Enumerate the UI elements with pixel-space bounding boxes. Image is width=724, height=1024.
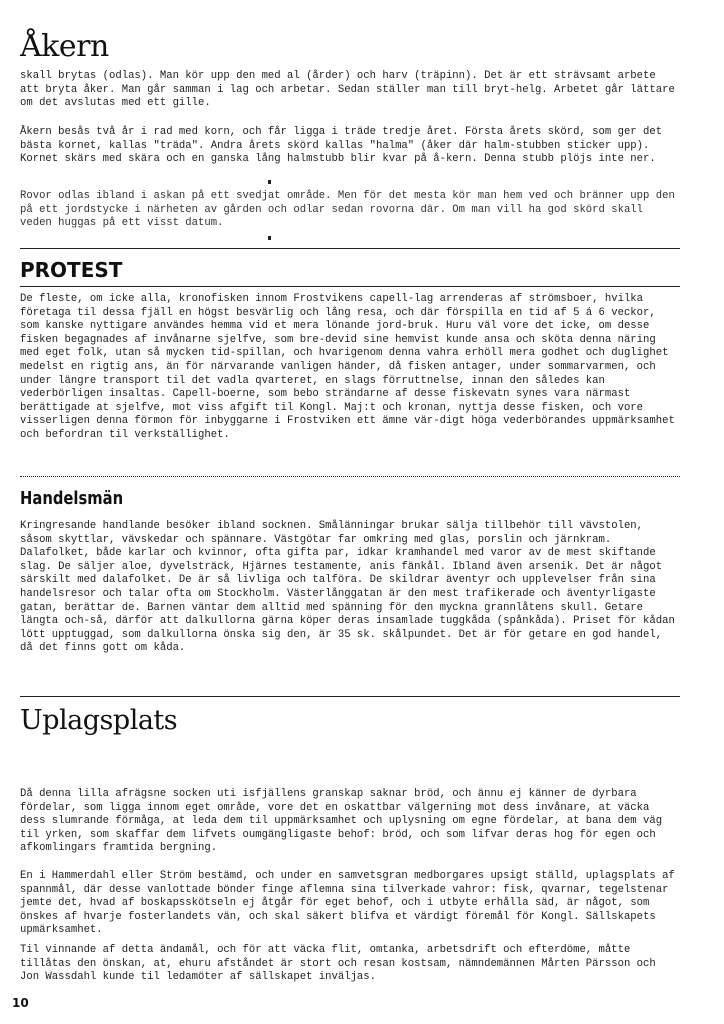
- section-divider: [20, 696, 680, 697]
- paragraph: De fleste, om icke alla, kronofisken innom Frostvikens capell-lag arrenderas af strömsboer, hvilka företaga til dessa fjäll en högst besvärlig och lång resa, och där förspilla en tid af 5 á 6 veckor, som kanske nyttigare användes hemma vid et mera lönande jord-bruk. Huru väl vore det icke, om desse fisken begagnades af invånarne sjelfve, som bre-devid sine hemvist kunde ansa och sköta denna näring med eget folk, utan så mycken tid-spillan, och hvarigenom denna vahra erhöll mera godhet och duglighet medelst en rigtig ans, än för närvarande vanligen händer, då fisken antager, under sommarvarmen, och under längre transport til det vadla qvarteret, en slags förruttnelse, innan den således kan vederbörligen insaltas. Capell-boerne, som bebo strändarne af desse fiskevatn synes vara närmast berättigade at sjelfve, mot viss afgift til Kongl. Maj:t och kronan, nyttja desse fisken, och vore visserligen denna förmon för inbyggarne i Frostviken ett ämne vär-digt höga vederbörandes uppmärksamhet och befordran til verkställighet.: [20, 293, 675, 441]
- paragraph: En i Hammerdahl eller Ström bestämd, och under en samvetsgran medborgares upsigt ställd, uplagsplats af spannmål, där desse vanlottade bönder finge aflemna sina tilverkade vahror: fisk, qvarnar, tegelstenar jemte det, hvad af boskapsskötseln ej åtgår för eget behof, och i utbyte erhålla säd, är något, som önskes af hvarje fosterlandets vän, och skal säkert blifva et värdigt föremål för Kongl. Sällskapets upmärksamhet.: [20, 870, 675, 937]
- section-divider: [20, 286, 680, 287]
- paragraph: Då denna lilla afrägsne socken uti isfjällens granskap saknar bröd, och ännu ej känner de dyrbara fördelar, som ligga innom eget område, vore det en oskattbar välgerning mot dess invånare, at väcka dess slumrande förmåga, at leda dem til uppmärksamhet och uplysning om egne fördelar, at bana dem väg til yrken, som skaffar dem lifvets oumgängligaste behof: bröd, och som lifvar deras hog för egen och afkomlingars framtida bergning.: [20, 788, 663, 855]
- paragraph: Til vinnande af detta ändamål, och för att väcka flit, omtanka, arbetsdrift och efterdöme, måtte tillåtas den önskan, at, ehuru afståndet är stort och resan kostsam, nämndemännen Mårten Pärsson och Jon Wassdahl kunde til ledamöter af sällskapet inväljas.: [20, 944, 656, 984]
- paragraph: Kringresande handlande besöker ibland socknen. Smålänningar brukar sälja tillbehör till vävstolen, såsom skyttlar, vävskedar och spännare. Västgötar far omkring med glas, porslin och järnkram. Dalafolket, både karlar och kvinnor, ofta gifta par, idkar kramhandel med varor av de mest skiftande slag. De säljer aloe, dyvelsträck, Hjärnes testamente, anis fänkål. Ibland även arsenik. Det är något särskilt med dalafolket. De är så livliga och talföra. De skildrar äventyr och upplevelser från sina handelsresor och talar ofta om Stockholm. Västerlånggatan är den mest trafikerade och äventyrligaste gatan, berättar de. Barnen väntar dem alltid med spänning för den myckna grannlåtens skull. Getare längta och-så, därför att dalkullorna gärna köper deras insamlade tuggkåda (spånkåda). Priset för kådan lött upptuggad, som dalkullorna önska sig den, är 35 sk. skålpundet. Det är för getare en god handel, då det finns gott om kåda.: [20, 520, 675, 655]
- page-number: 10: [12, 996, 29, 1010]
- section-title-handelsman: Handelsmän: [20, 488, 124, 509]
- decorative-mark: [268, 180, 271, 184]
- paragraph: skall brytas (odlas). Man kör upp den med al (årder) och harv (träpinn). Det är ett strävsamt arbete att bryta åker. Man går samman i lag och arbetar. Sedan ställer man till bryt-helg. Arbetet går lättare om det avslutas med ett gille.: [20, 70, 675, 110]
- paragraph: Rovor odlas ibland i askan på ett svedjat område. Men för det mesta kör man hem ved och bränner upp den på ett jordstycke i närheten av gården och odlar sedan rovorna där. Om man vill ha god skörd skall veden huggas på ett visst datum.: [20, 190, 675, 230]
- section-title-uplagsplats: Uplagsplats: [20, 705, 178, 736]
- paragraph: Åkern besås två år i rad med korn, och får ligga i träde tredje året. Första årets skörd, som ger det bästa kornet, kallas "träda". Andra årets skörd kallas "halma" (åker där halm-stubben sticker upp). Kornet skärs med skära och en ganska lång halmstubb blir kvar på å-kern. Denna stubb plöjs inte ner.: [20, 126, 663, 166]
- section-divider: [20, 476, 680, 477]
- section-title-protest: PROTEST: [20, 258, 123, 282]
- section-title-akern: Åkern: [20, 29, 109, 64]
- decorative-mark: [268, 236, 271, 240]
- section-divider: [20, 248, 680, 249]
